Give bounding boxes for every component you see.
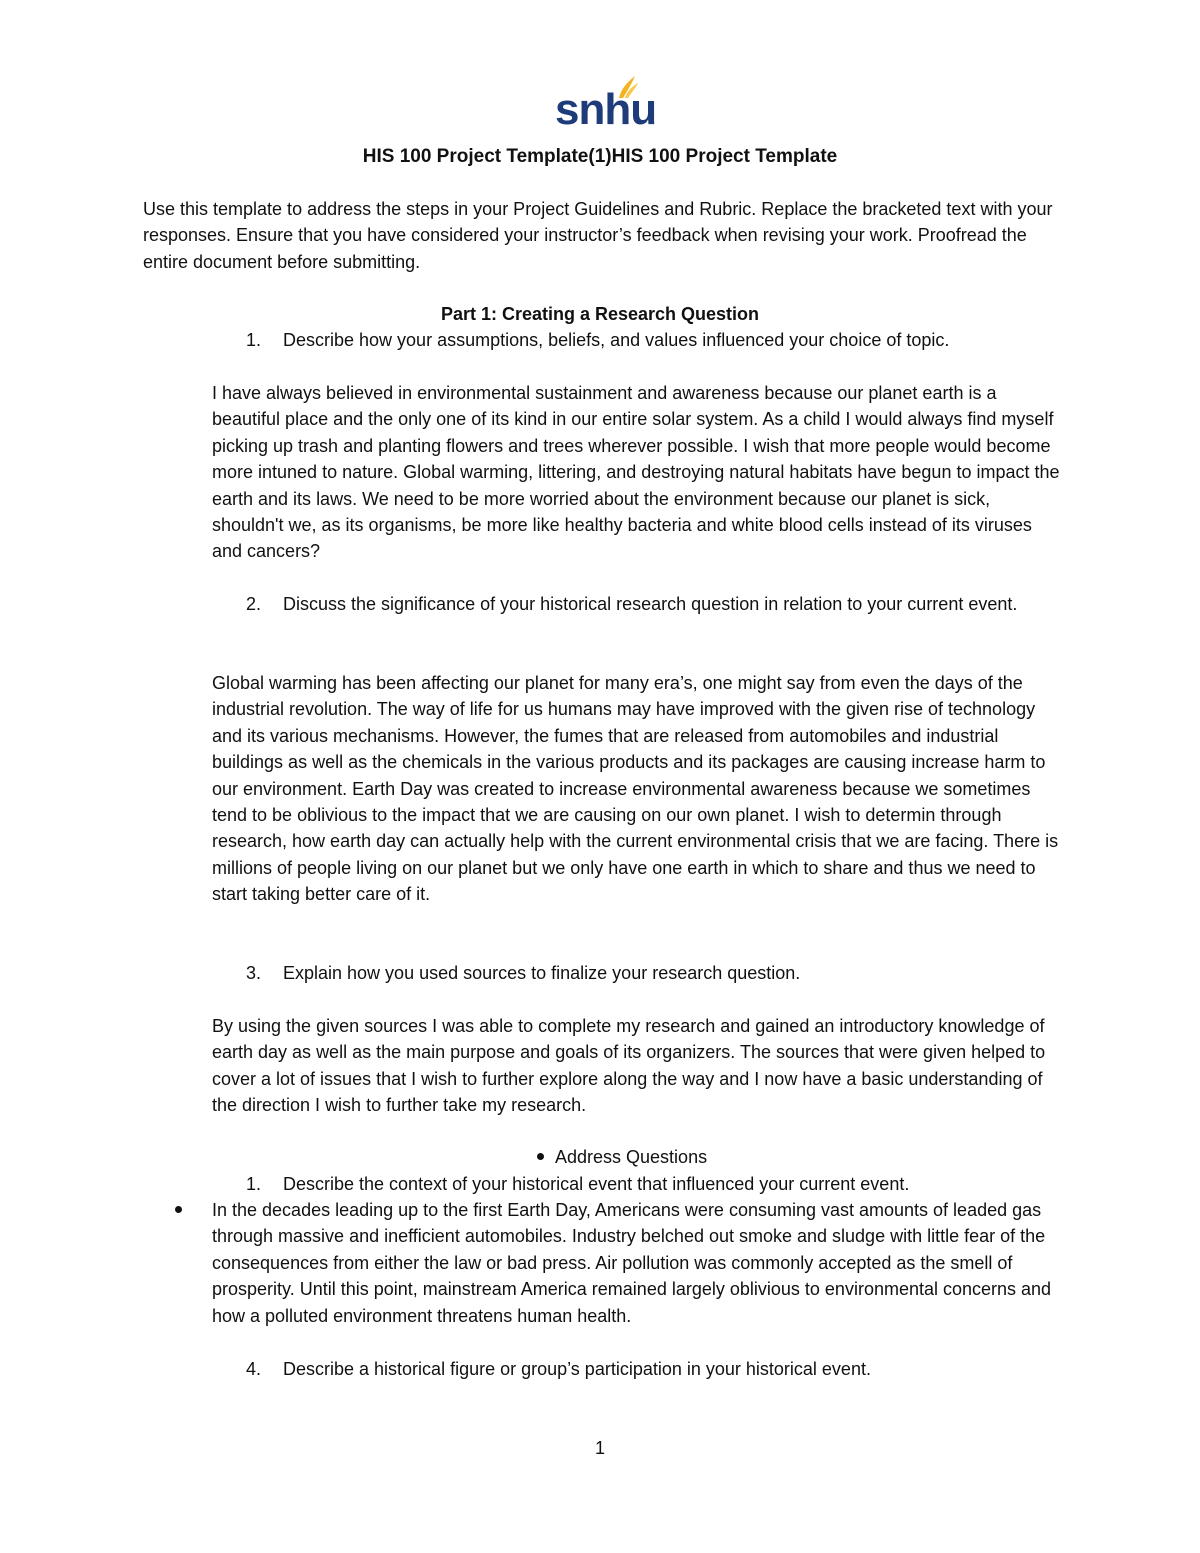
list-item [0, 1356, 1200, 1383]
answer-paragraph: I have always believed in environmental sustainment and awareness because our planet earth is a beautiful place and the only one of its kind in our entire solar system. As a child I would always find myself picking up trash and planting flowers and trees wherever possible. I wish that more people would become more intuned to nature. Global warming, littering, and destroying natural habitats have begun to impact the earth and its laws. We need to be more worried about the environment because our planet is sick, shouldn't we, as its organisms, be more like healthy bacteria and white blood cells instead of its viruses and cancers? [212, 383, 1060, 562]
document-title: HIS 100 Project Template(1)HIS 100 Project Template [362, 146, 838, 167]
intro-paragraph: Use this template to address the steps in your Project Guidelines and Rubric. Replace the bracketed text with your responses. Ensure that you have considered your instructor’s feedback when revising your work. Proofread the entire document before submitting. [143, 199, 1053, 272]
item-question: Describe the context of your historical event that influenced your current event. [283, 1174, 910, 1194]
answer-paragraph: Global warming has been affecting our planet for many era’s, one might say from even the days of the industrial revolution. The way of life for us humans may have improved with the given rise of technology and its various mechanisms. However, the fumes that are released from automobiles and industrial buildings as well as the chemicals in the various products and its packages are causing increase harm to our environment. Earth Day was created to increase environmental awareness because we sometimes tend to be oblivious to the impact that we are causing on our own planet. I wish to determin through research, how earth day can actually help with the current environmental crisis that we are facing. There is millions of people living on our planet but we only have one earth in which to share and thus we need to start taking better care of it. [212, 673, 1059, 905]
part1-heading: Part 1: Creating a Research Question [440, 304, 760, 324]
list-item [0, 960, 1200, 987]
bullet-icon [537, 1153, 544, 1160]
item-question: Discuss the significance of your historical research question in relation to your current event. [283, 594, 1018, 614]
snhu-logo [555, 74, 657, 134]
item-number: 3. [246, 963, 262, 983]
item-number: 1. [246, 330, 262, 350]
logo-wordmark: snhu [555, 85, 657, 134]
list-item [0, 591, 1200, 644]
page-number: 1 [594, 1438, 605, 1458]
bullet-icon [175, 1206, 182, 1213]
address-heading: Address Questions [555, 1147, 708, 1167]
item-number: 2. [246, 594, 262, 614]
list-item [0, 327, 1200, 354]
answer-paragraph: In the decades leading up to the first Earth Day, Americans were consuming vast amounts of leaded gas through massive and inefficient automobiles. Industry belched out smoke and sludge with little fear of the consequences from either the law or bad press. Air pollution was commonly accepted as the smell of prosperity. Until this point, mainstream America remained largely oblivious to environmental concerns and how a polluted environment threatens human health. [212, 1200, 1052, 1326]
item-question: Explain how you used sources to finalize your research question. [283, 963, 801, 983]
item-question: Describe a historical figure or group’s participation in your historical event. [283, 1359, 871, 1379]
answer-paragraph: By using the given sources I was able to complete my research and gained an introductory knowledge of earth day as well as the main purpose and goals of its organizers. The sources that were given helped to cover a lot of issues that I wish to further explore along the way and I now have a basic understanding of the direction I wish to further take my research. [212, 1016, 1046, 1116]
item-question: Describe how your assumptions, beliefs, and values influenced your choice of topic. [283, 330, 950, 350]
list-item [0, 1171, 1200, 1198]
item-number: 1. [246, 1174, 262, 1194]
item-number: 4. [246, 1359, 262, 1379]
